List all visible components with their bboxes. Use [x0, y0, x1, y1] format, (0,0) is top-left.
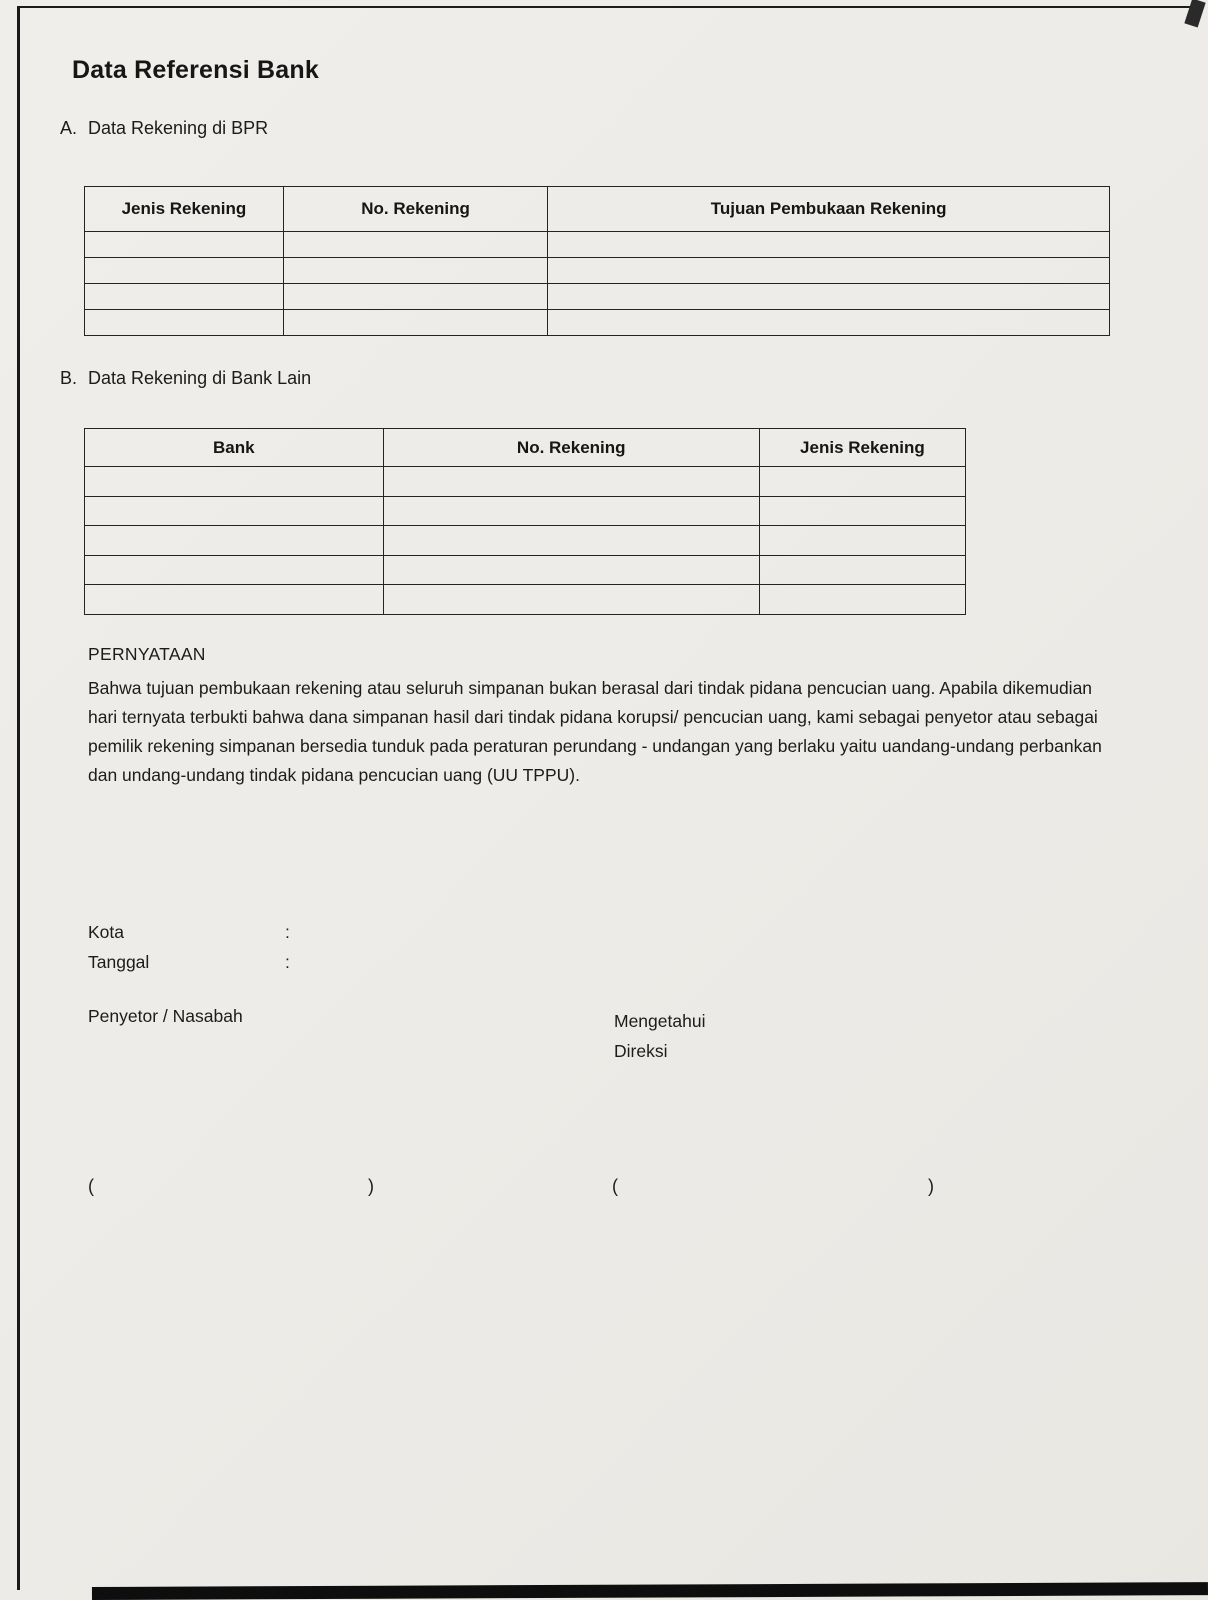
signature-left-role: Penyetor / Nasabah [88, 1006, 243, 1026]
kota-colon: : [285, 922, 290, 942]
table-cell [85, 467, 384, 497]
page-title: Data Referensi Bank [72, 56, 319, 84]
column-header-tujuan-pembukaan: Tujuan Pembukaan Rekening [548, 187, 1110, 232]
section-a-title: Data Rekening di BPR [88, 118, 269, 138]
signature-right-close-paren: ) [928, 1176, 934, 1196]
table-cell [85, 258, 284, 284]
table-cell [548, 284, 1110, 310]
table-cell [283, 284, 547, 310]
table-row [85, 284, 1110, 310]
section-a-heading [60, 118, 268, 139]
table-cell [383, 526, 759, 556]
table-cell [383, 555, 759, 585]
table-row [85, 526, 966, 556]
other-bank-account-table [84, 428, 966, 615]
tanggal-label: Tanggal [88, 952, 150, 972]
section-b-title: Data Rekening di Bank Lain [88, 368, 312, 388]
table-row [85, 232, 1110, 258]
scan-corner-mark [1184, 0, 1205, 28]
table-cell [548, 310, 1110, 336]
table-cell [383, 585, 759, 615]
column-header-no-rekening: No. Rekening [283, 187, 547, 232]
statement-heading: PERNYATAAN [88, 644, 206, 664]
bpr-account-table [84, 186, 1110, 336]
signature-right-role [614, 1006, 705, 1066]
section-b-heading [60, 368, 311, 389]
scan-border-top [17, 6, 1193, 8]
table-cell [85, 232, 284, 258]
column-header-jenis-rekening: Jenis Rekening [85, 187, 284, 232]
kota-field-row [88, 922, 290, 943]
signature-left-open-paren: ( [88, 1176, 94, 1196]
section-a-label: A. [60, 118, 78, 138]
table-cell [759, 585, 965, 615]
table-cell [85, 555, 384, 585]
table-cell [283, 232, 547, 258]
table-cell [85, 310, 284, 336]
tanggal-colon: : [285, 952, 290, 972]
statement-body: Bahwa tujuan pembukaan rekening atau seluruh simpanan bukan berasal dari tindak pidana pencucian uang. Apabila dikemudian hari ternyata terbukti bahwa dana simpanan hasil dari tindak pidana korupsi/ pencucian uang, kami sebagai penyetor atau sebagai pemilik rekening simpanan bersedia tunduk pada peraturan perundang - undangan yang berlaku yaitu uandang-undang perbankan dan undang-undang tindak pidana pencucian uang (UU TPPU). [88, 678, 1102, 785]
table-cell [85, 526, 384, 556]
scan-border-bottom [92, 1582, 1208, 1600]
table-cell [759, 496, 965, 526]
table-cell [759, 467, 965, 497]
table-cell [548, 232, 1110, 258]
signature-right-open-paren: ( [612, 1176, 618, 1196]
signature-left-close-paren: ) [368, 1176, 374, 1196]
table-cell [383, 467, 759, 497]
column-header-bank: Bank [85, 429, 384, 467]
table-header-row [85, 187, 1110, 232]
table-header-row [85, 429, 966, 467]
table-cell [283, 258, 547, 284]
tanggal-field-row [88, 952, 290, 973]
table-cell [383, 496, 759, 526]
table-row [85, 555, 966, 585]
column-header-jenis-rekening: Jenis Rekening [759, 429, 965, 467]
scan-border-left [17, 6, 20, 1590]
table-cell [85, 496, 384, 526]
table-row [85, 258, 1110, 284]
table-cell [548, 258, 1110, 284]
table-row [85, 310, 1110, 336]
column-header-no-rekening: No. Rekening [383, 429, 759, 467]
table-cell [85, 284, 284, 310]
section-b-label: B. [60, 368, 78, 388]
table-row [85, 585, 966, 615]
signature-right-role-line1: Mengetahui [614, 1011, 706, 1031]
table-cell [85, 585, 384, 615]
table-cell [283, 310, 547, 336]
table-cell [759, 526, 965, 556]
table-row [85, 496, 966, 526]
table-cell [759, 555, 965, 585]
kota-label: Kota [88, 922, 124, 942]
signature-right-role-line2: Direksi [614, 1041, 668, 1061]
table-row [85, 467, 966, 497]
